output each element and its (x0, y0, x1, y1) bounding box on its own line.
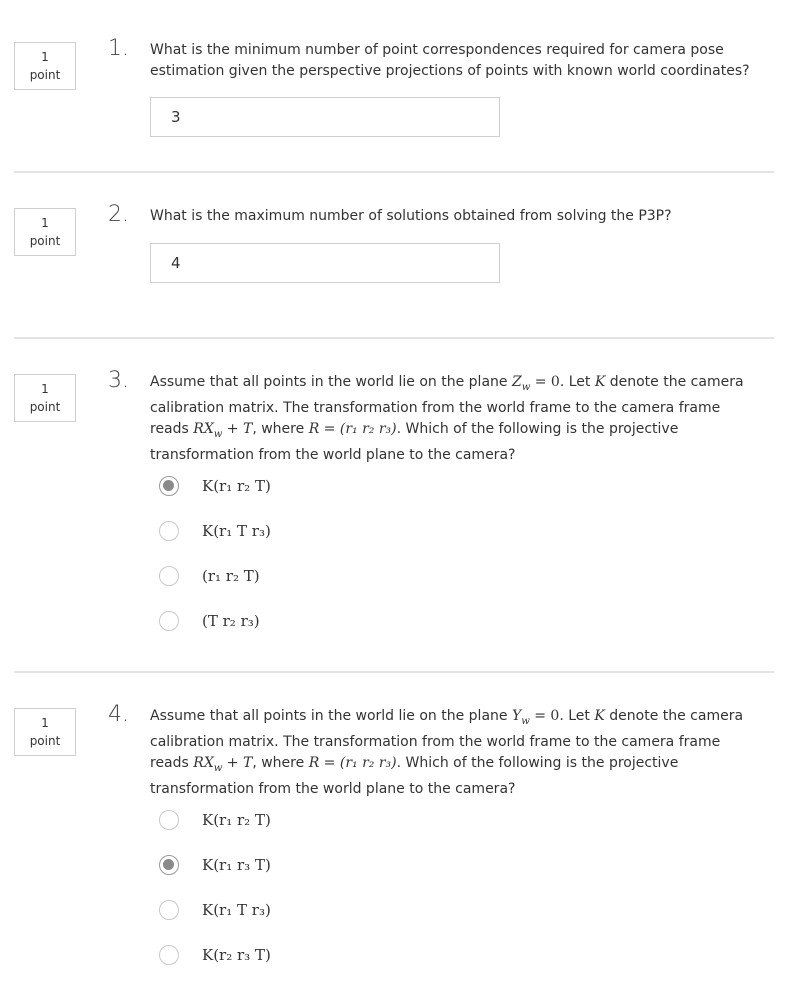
points-box (14, 208, 76, 256)
option-label: K(r₁ T r₃) (202, 901, 271, 919)
option-radio[interactable] (159, 564, 260, 588)
option-label: (T r₂ r₃) (202, 612, 260, 630)
question-2 (0, 172, 800, 338)
option-label: K(r₁ r₃ T) (202, 856, 271, 874)
points-unit: point (29, 400, 61, 414)
math-k: K (594, 374, 606, 390)
option-radio[interactable] (159, 609, 260, 633)
question-number: 3. (108, 368, 129, 393)
points-box (14, 42, 76, 90)
radio-button[interactable] (159, 611, 179, 631)
option-label: K(r₁ r₂ T) (202, 811, 271, 829)
question-text: What is the minimum number of point correspondences required for camera pose estimation given the perspective projections of points with known world coordinates? (150, 42, 750, 79)
question-1 (0, 0, 800, 172)
question-number: 2. (108, 202, 129, 227)
question-text (150, 706, 750, 800)
text-segment: . Let (559, 708, 595, 724)
answer-input[interactable] (150, 97, 500, 137)
option-radio[interactable] (159, 943, 271, 967)
points-unit: point (29, 734, 61, 748)
question-4 (0, 672, 800, 1001)
points-unit: point (29, 234, 61, 248)
points-value: 1 (41, 216, 49, 230)
radio-button[interactable] (159, 900, 179, 920)
text-segment: . Which of the following is the projective transformation from the world plane to the camera? (150, 754, 679, 798)
question-text (150, 372, 750, 466)
option-label: K(r₂ r₃ T) (202, 946, 271, 964)
math-r-def: R = (r₁ r₂ r₃) (308, 754, 397, 771)
math-plane-eq: = 0 (530, 374, 560, 390)
option-radio[interactable] (159, 808, 271, 832)
math-transform-rest: + T (222, 420, 253, 437)
option-radio[interactable] (159, 519, 271, 543)
math-transform: RX (193, 754, 214, 771)
option-label: K(r₁ r₂ T) (202, 477, 271, 495)
question-3 (0, 338, 800, 672)
text-segment: Assume that all points in the world lie on the plane (150, 708, 512, 724)
option-label: K(r₁ T r₃) (202, 522, 271, 540)
text-segment: , where (252, 754, 309, 771)
question-number: 4. (108, 702, 129, 727)
radio-button[interactable] (159, 810, 179, 830)
points-value: 1 (41, 50, 49, 64)
math-transform: RX (193, 420, 214, 437)
text-segment: . Which of the following is the projective transformation from the world plane to the camera? (150, 420, 679, 464)
math-r-def: R = (r₁ r₂ r₃) (308, 420, 397, 437)
answer-input[interactable] (150, 243, 500, 283)
option-radio[interactable] (159, 853, 271, 877)
math-transform-rest: + T (222, 754, 253, 771)
text-segment: , where (252, 420, 309, 437)
option-radio[interactable] (159, 474, 271, 498)
points-box (14, 708, 76, 756)
math-plane-var: Z (511, 374, 522, 390)
points-value: 1 (41, 716, 49, 730)
math-plane-var: Y (511, 708, 522, 724)
points-value: 1 (41, 382, 49, 396)
math-k: K (594, 708, 605, 724)
question-number: 1. (108, 36, 129, 61)
points-box (14, 374, 76, 422)
math-transform-sub: w (213, 762, 223, 774)
text-segment: . Let (559, 374, 595, 390)
radio-button-selected[interactable] (159, 855, 179, 875)
points-unit: point (29, 68, 61, 82)
math-transform-sub: w (213, 428, 223, 440)
radio-button[interactable] (159, 945, 179, 965)
text-segment: denote the camera calibration matrix. The transformation from the world frame to the camera frame reads (150, 374, 744, 437)
radio-button-selected[interactable] (159, 476, 179, 496)
option-label: (r₁ r₂ T) (202, 567, 260, 585)
radio-button[interactable] (159, 521, 179, 541)
option-radio[interactable] (159, 898, 271, 922)
text-segment: denote the camera calibration matrix. The transformation from the world frame to the camera frame reads (150, 708, 744, 771)
math-plane-sub: w (521, 381, 531, 393)
math-plane-eq: = 0 (529, 708, 560, 724)
text-segment: Assume that all points in the world lie on the plane (150, 374, 512, 390)
radio-button[interactable] (159, 566, 179, 586)
question-text: What is the maximum number of solutions obtained from solving the P3P? (150, 208, 672, 224)
math-plane-sub: w (521, 715, 530, 727)
